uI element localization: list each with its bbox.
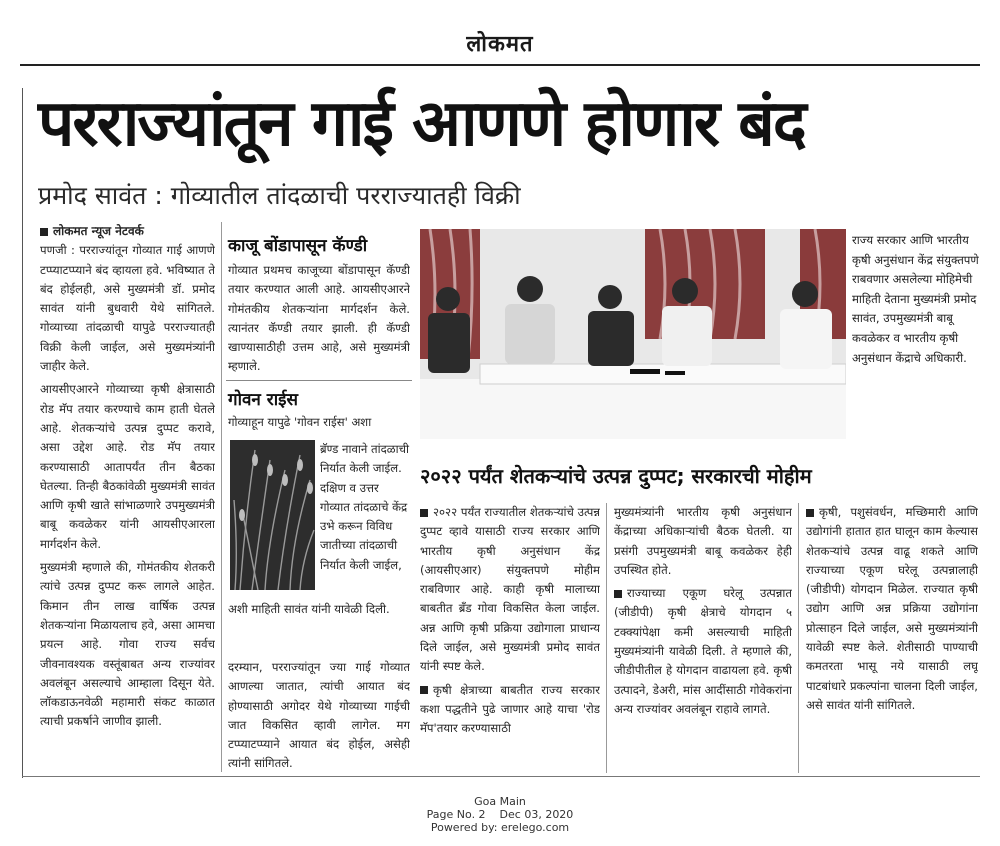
cashew-box-text: गोव्यात प्रथमच काजूच्या बोंडापासून कॅण्डी तयार करण्यात आली आहे. आयसीएआरने गोमंतकीय शेतकऱ्यांना मार्गदर्शन केले. त्यानंतर कॅण्डी तयार झाली. ही कॅण्डी खाण्यासाठीही उत्तम आहे, असे मुख्यमंत्री म्हणाले. <box>228 263 410 374</box>
rice-box-title: गोवन राईस <box>228 390 298 410</box>
bullet-icon <box>614 590 622 598</box>
main-paragraph: मुख्यमंत्री म्हणाले की, गोमंतकीय शेतकरी त्यांचे उत्पन्न दुप्पट करू लागले आहेत. किमान तीन लाख वार्षिक उत्पन्न शेतकऱ्यांना मिळायलाच हवे, असा आमचा प्रयत्न आहे. गोवा राज्य सर्वच जीवनावश्यक वस्तूंबाबत अन्य राज्यांवर अवलंबून असल्याचे आम्हाला दिसून येते. लॉकडाऊनवेळी महामारी संकट काळात त्याची प्रकर्षाने जाणीव झाली. <box>40 560 215 729</box>
subheadline: प्रमोद सावंत : गोव्यातील तांदळाची परराज्यातही विक्री <box>38 181 521 210</box>
bullet-icon <box>420 509 428 517</box>
footer-page-date: Page No. 2 Dec 03, 2020 <box>426 808 574 821</box>
photo-caption: राज्य सरकार आणि भारतीय कृषी अनुसंधान केंद्र संयुक्तपणे राबवणार असलेल्या मोहिमेची माहिती देताना मुख्यमंत्री प्रमोद सावंत, उपमुख्यमंत्री बाबू कवळेकर व भारतीय कृषी अनुसंधान केंद्राचे अधिकारी. <box>852 233 979 365</box>
press-conference-photo <box>420 229 846 439</box>
section-column-3 <box>806 503 978 775</box>
rice-box-text: ब्रॅण्ड नावाने तांदळाची निर्यात केली जाईल. दक्षिण व उत्तर गोव्यात तांदळाचे केंद्र उभे करून विविध जातीच्या तांदळाची निर्यात केली जाईल, <box>320 442 409 572</box>
box-divider <box>226 380 412 381</box>
footer-powered-by: Powered by: erelego.com <box>430 821 570 834</box>
section-column-1 <box>420 503 600 775</box>
column-divider <box>221 222 222 772</box>
masthead-rule <box>20 64 980 66</box>
masthead-logo: लोकमत <box>466 31 534 57</box>
rice-box-lead: गोव्याहून यापुढे 'गोवन राईस' अशा <box>228 415 372 429</box>
rice-box-tail: अशी माहिती सावंत यांनी यावेळी दिली. <box>228 602 390 616</box>
press-conference-image <box>420 229 846 439</box>
cow-paragraph: दरम्यान, परराज्यांतून ज्या गाई गोव्यात आणल्या जातात, त्यांची आयात बंद होण्यासाठी अगोदर येथे गोव्याच्या गाईची जात विकसित व्हावी लागेल. मग टप्प्याटप्प्याने आयात बंद होईल, असेही त्यांनी सांगितले. <box>228 660 410 771</box>
section-paragraph: मुख्यमंत्र्यांनी भारतीय कृषी अनुसंधान केंद्राच्या अधिकाऱ्यांची बैठक घेतली. या प्रसंगी उपमुख्यमंत्री बाबू कवळेकर हेही उपस्थित होते. <box>614 505 792 577</box>
section-paragraph: कृषी, पशुसंवर्धन, मच्छिमारी आणि उद्योगांनी हातात हात घालून काम केल्यास शेतकऱ्यांचे उत्पन्न वाढू शकते आणि राज्याच्या एकूण घरेलू उत्पन्नालाही (जीडीपी) योगदान मिळेल. राज्यात कृषी उद्योग आणि अन्न प्रक्रिया उद्योगांना प्रोत्साहन दिले जाईल, असे मुख्यमंत्र्यांनी यावेळी स्पष्ट केले. शेतीसाठी पाण्याची कमतरता भासू नये यासाठी लघू पाटबांधारे प्रकल्पांना चालना दिली जाईल, असे सावंत यांनी सांगितले. <box>806 505 978 712</box>
bullet-icon <box>40 228 48 236</box>
article-left-border <box>22 88 23 778</box>
section-paragraph: २०२२ पर्यंत राज्यातील शेतकऱ्यांचे उत्पन्न दुप्पट व्हावे यासाठी राज्य सरकार आणि भारतीय कृषी अनुसंधान केंद्र (आयसीएआर) संयुक्तपणे मोहीम राबविणार आहे. काही कृषी मालाच्या बाबतीत ब्रँड गोवा विकसित केला जाईल. अन्न आणि कृषी प्रक्रिया उद्योगाला प्राधान्य दिले जाईल, असे मुख्यमंत्री प्रमोद सावंत यांनी स्पष्ट केले. <box>420 505 600 674</box>
bullet-icon <box>420 686 428 694</box>
rice-plant-icon <box>230 440 315 590</box>
main-story <box>40 222 215 774</box>
column-divider <box>606 503 607 773</box>
rice-plant-photo <box>230 440 315 590</box>
section-title: २०२२ पर्यंत शेतकऱ्यांचे उत्पन्न दुप्पट; सरकारची मोहीम <box>420 464 812 488</box>
section-column-2 <box>614 503 792 775</box>
main-paragraph: पणजी : परराज्यांतून गोव्यात गाई आणणे टप्प्याटप्प्याने बंद व्हायला हवे. भविष्यात ते बंद होईलही, असे मुख्यमंत्री डॉ. प्रमोद सावंत यांनी बुधवारी येथे सांगितले. गोव्याच्या तांदळाची यापुढे परराज्यातही विक्री केली जाईल, असे मुख्यमंत्र्यांनी जाहीर केले. <box>40 243 215 374</box>
headline: परराज्यांतून गाई आणणे होणार बंद <box>38 87 805 161</box>
section-paragraph: कृषी क्षेत्राच्या बाबतीत राज्य सरकार कशा पद्धतीने पुढे जाणार आहे याचा 'रोड मॅप'तयार करण्यासाठी <box>420 682 600 736</box>
section-paragraph: राज्याच्या एकूण घरेलू उत्पन्नात (जीडीपी) कृषी क्षेत्राचे योगदान ५ टक्क्यांपेक्षा कमी असल्याची माहिती मुख्यमंत्र्यांनी यावेळी दिली. ते म्हणाले की, जीडीपीतील हे योगदान वाढायला हवे. कृषी उत्पादने, डेअरी, मांस आदींसाठी गोवेकरांना अन्य राज्यांवर अवलंबून राहावे लागते. <box>614 586 792 716</box>
article-bottom-border <box>22 776 980 777</box>
column-divider <box>798 503 799 773</box>
main-paragraph: आयसीएआरने गोव्याच्या कृषी क्षेत्रासाठी रोड मॅप तयार करण्याचे काम हाती घेतले आहे. शेतकऱ्यांचे उत्पन्न दुप्पट करावे, असा उद्देश आहे. रोड मॅप तयार करण्यासाठी आतापर्यंत तीन बैठका घेतल्या. तिन्ही बैठकांवेळी मुख्यमंत्री सावंत आणि कृषी खाते सांभाळणारे उपमुख्यमंत्री बाबू कवळेकर यांनी आयसीएआरला मार्गदर्शन केले. <box>40 382 215 551</box>
footer-edition: Goa Main <box>474 795 526 808</box>
cashew-box-title: काजू बोंडापासून कॅण्डी <box>228 236 368 256</box>
bullet-icon <box>806 509 814 517</box>
byline: लोकमत न्यूज नेटवर्क <box>40 222 215 241</box>
